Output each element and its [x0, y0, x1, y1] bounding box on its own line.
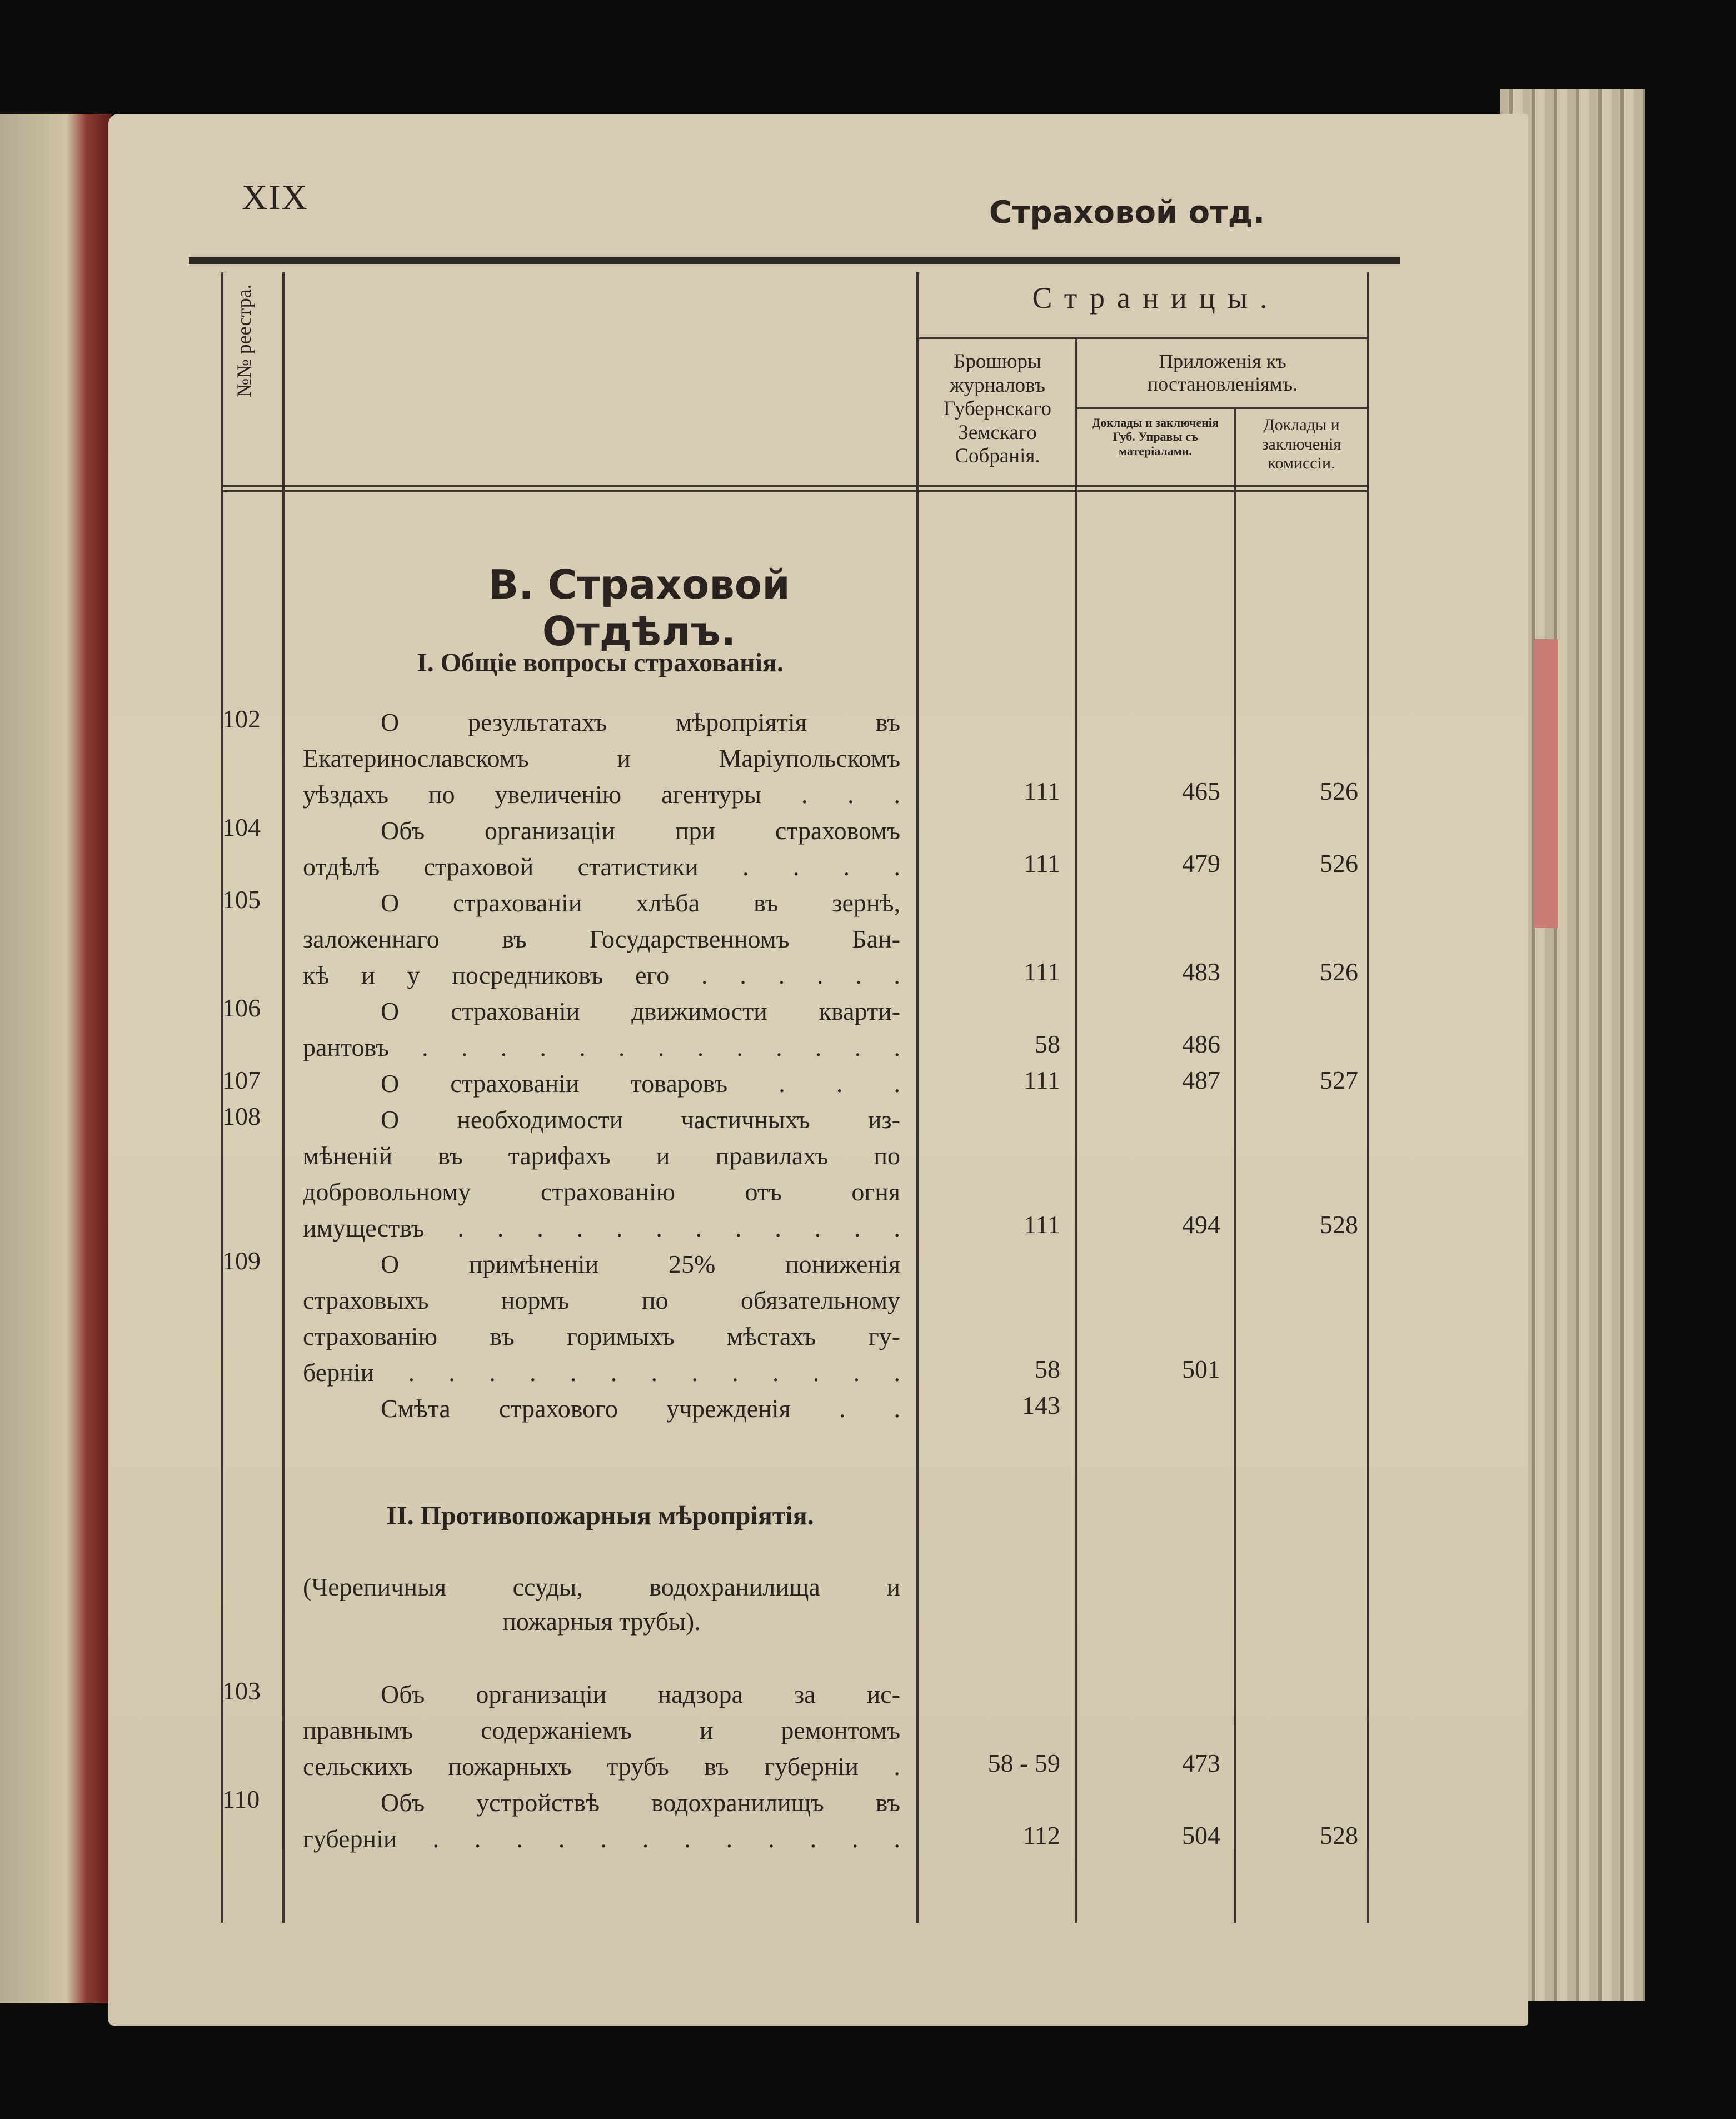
brochure-column-divider	[1075, 339, 1077, 1923]
entry-line: О страхованіи движимости кварти-	[381, 997, 900, 1025]
entry-line: заложеннаго въ Государственномъ Бан-	[303, 925, 900, 953]
commission-page-number: 526	[1320, 849, 1358, 877]
register-number: 105	[222, 885, 261, 914]
commission-page-number: 526	[1320, 777, 1358, 805]
entry-line: О страхованіи товаровъ . . .	[381, 1069, 900, 1098]
table-right-border	[1367, 272, 1369, 1923]
entry-line: отдѣлѣ страховой статистики . . . .	[303, 852, 900, 881]
text-column-divider	[916, 272, 919, 1923]
entry-text	[303, 1246, 900, 1390]
entry-line: О необходимости частичныхъ из-	[381, 1105, 900, 1134]
book-spine-left	[0, 114, 111, 2003]
brochure-page-number: 58	[1035, 1030, 1060, 1058]
commission-page-number: 528	[1320, 1210, 1358, 1239]
register-number: 110	[222, 1785, 260, 1813]
uprava-page-number: 504	[1182, 1821, 1220, 1849]
header-bottom-rule-2	[221, 490, 1369, 492]
entry-text	[303, 993, 900, 1065]
entry-text	[303, 885, 900, 993]
entry-line: сельскихъ пожарныхъ трубъ въ губерніи .	[303, 1752, 900, 1781]
entry-line: страхованію въ горимыхъ мѣстахъ гу-	[303, 1322, 900, 1350]
entry-text	[303, 1784, 900, 1857]
appendices-header: Приложенія къ постановленіямъ.	[1147, 350, 1298, 396]
uprava-column-divider	[1234, 408, 1236, 1923]
entry-text	[303, 1101, 900, 1246]
entry-line: Смѣта страхового учрежденія . .	[381, 1394, 900, 1423]
commission-page-number: 528	[1320, 1821, 1358, 1849]
appendix-header-rule	[1077, 407, 1367, 409]
entry-line: мѣненій въ тарифахъ и правилахъ по	[303, 1141, 900, 1170]
brochure-page-number: 111	[1024, 958, 1060, 986]
uprava-page-number: 487	[1182, 1066, 1220, 1094]
register-number: 104	[222, 813, 261, 841]
entry-line: Объ устройствѣ водохранилищъ въ	[381, 1788, 900, 1817]
uprava-page-number: 501	[1182, 1355, 1220, 1383]
entry-text	[303, 1065, 900, 1101]
register-number: 103	[222, 1677, 261, 1705]
entry-line: имуществъ . . . . . . . . . . . .	[303, 1214, 900, 1242]
reports-commission-header: Доклады и заключенія комиссіи.	[1261, 416, 1341, 472]
commission-page-number: 526	[1320, 958, 1358, 986]
uprava-page-number: 494	[1182, 1210, 1220, 1239]
table-left-border	[221, 272, 223, 1923]
part2-title: II. Противопожарныя мѣропріятія.	[386, 1501, 814, 1530]
brochure-page-number: 143	[1022, 1391, 1060, 1419]
register-number: 107	[222, 1066, 261, 1094]
entry-line: уѣздахъ по увеличенію агентуры . . .	[303, 780, 900, 809]
entry-text	[303, 1676, 900, 1784]
reports-uprava-header: Доклады и заключенія Губ. Управы съ матеріалами.	[1092, 416, 1219, 458]
entry-line: правнымъ содержаніемъ и ремонтомъ	[303, 1716, 900, 1744]
entry-line: страховыхъ нормъ по обязательному	[303, 1286, 900, 1314]
brochure-page-number: 111	[1024, 1210, 1060, 1239]
brochures-header: Брошюры журналовъ Губернскаго Земскаго Собранія.	[943, 350, 1052, 468]
entry-line: Объ организаціи надзора за ис-	[381, 1680, 900, 1708]
pages-header-rule	[919, 337, 1367, 339]
part2-note-line: (Черепичныя ссуды, водохранилища и	[303, 1573, 900, 1601]
page-number: XIX	[242, 177, 308, 217]
entry-line: рантовъ . . . . . . . . . . . . .	[303, 1033, 900, 1061]
uprava-page-number: 483	[1182, 958, 1220, 986]
brochure-page-number: 112	[1022, 1821, 1060, 1849]
part2-note-line: пожарныя трубы).	[502, 1607, 701, 1636]
section-title: В. Страховой Отдѣлъ.	[488, 561, 790, 655]
commission-page-number: 527	[1320, 1066, 1358, 1094]
uprava-page-number: 465	[1182, 777, 1220, 805]
entry-line: губерніи . . . . . . . . . . . .	[303, 1824, 900, 1853]
register-number: 109	[222, 1247, 261, 1275]
header-rule	[189, 257, 1400, 264]
regno-column-divider	[282, 272, 285, 1923]
brochure-page-number: 58 - 59	[987, 1749, 1060, 1777]
running-head: Страховой отд.	[989, 195, 1265, 231]
register-number: 108	[222, 1102, 261, 1130]
reg-no-header: №№ реестра.	[233, 284, 255, 397]
register-number: 102	[222, 705, 261, 733]
entry-line: Объ организаціи при страховомъ	[381, 816, 900, 845]
register-number: 106	[222, 994, 261, 1022]
brochure-page-number: 111	[1024, 849, 1060, 877]
entry-line: О примѣненіи 25% пониженія	[381, 1250, 900, 1278]
entry-line: О страхованіи хлѣба въ зернѣ,	[381, 889, 900, 917]
entry-line: берніи . . . . . . . . . . . . .	[303, 1358, 900, 1387]
brochure-page-number: 111	[1024, 777, 1060, 805]
entry-line: О результатахъ мѣропріятія въ	[381, 708, 900, 736]
entry-text	[303, 704, 900, 812]
part2-note	[303, 1570, 900, 1639]
part1-title: I. Общіе вопросы страхованія.	[417, 648, 784, 677]
entry-text	[303, 812, 900, 885]
entry-text	[303, 1390, 900, 1427]
brochure-page-number: 111	[1024, 1066, 1060, 1094]
uprava-page-number: 486	[1182, 1030, 1220, 1058]
pages-header: Страницы.	[1032, 281, 1280, 315]
uprava-page-number: 479	[1182, 849, 1220, 877]
entry-line: кѣ и у посредниковъ его . . . . . .	[303, 961, 900, 989]
uprava-page-number: 473	[1182, 1749, 1220, 1777]
red-bookmark-tab	[1534, 639, 1558, 928]
entry-line: Екатеринославскомъ и Маріупольскомъ	[303, 744, 900, 772]
entry-line: добровольному страхованію отъ огня	[303, 1178, 900, 1206]
header-bottom-rule	[221, 485, 1369, 487]
brochure-page-number: 58	[1035, 1355, 1060, 1383]
